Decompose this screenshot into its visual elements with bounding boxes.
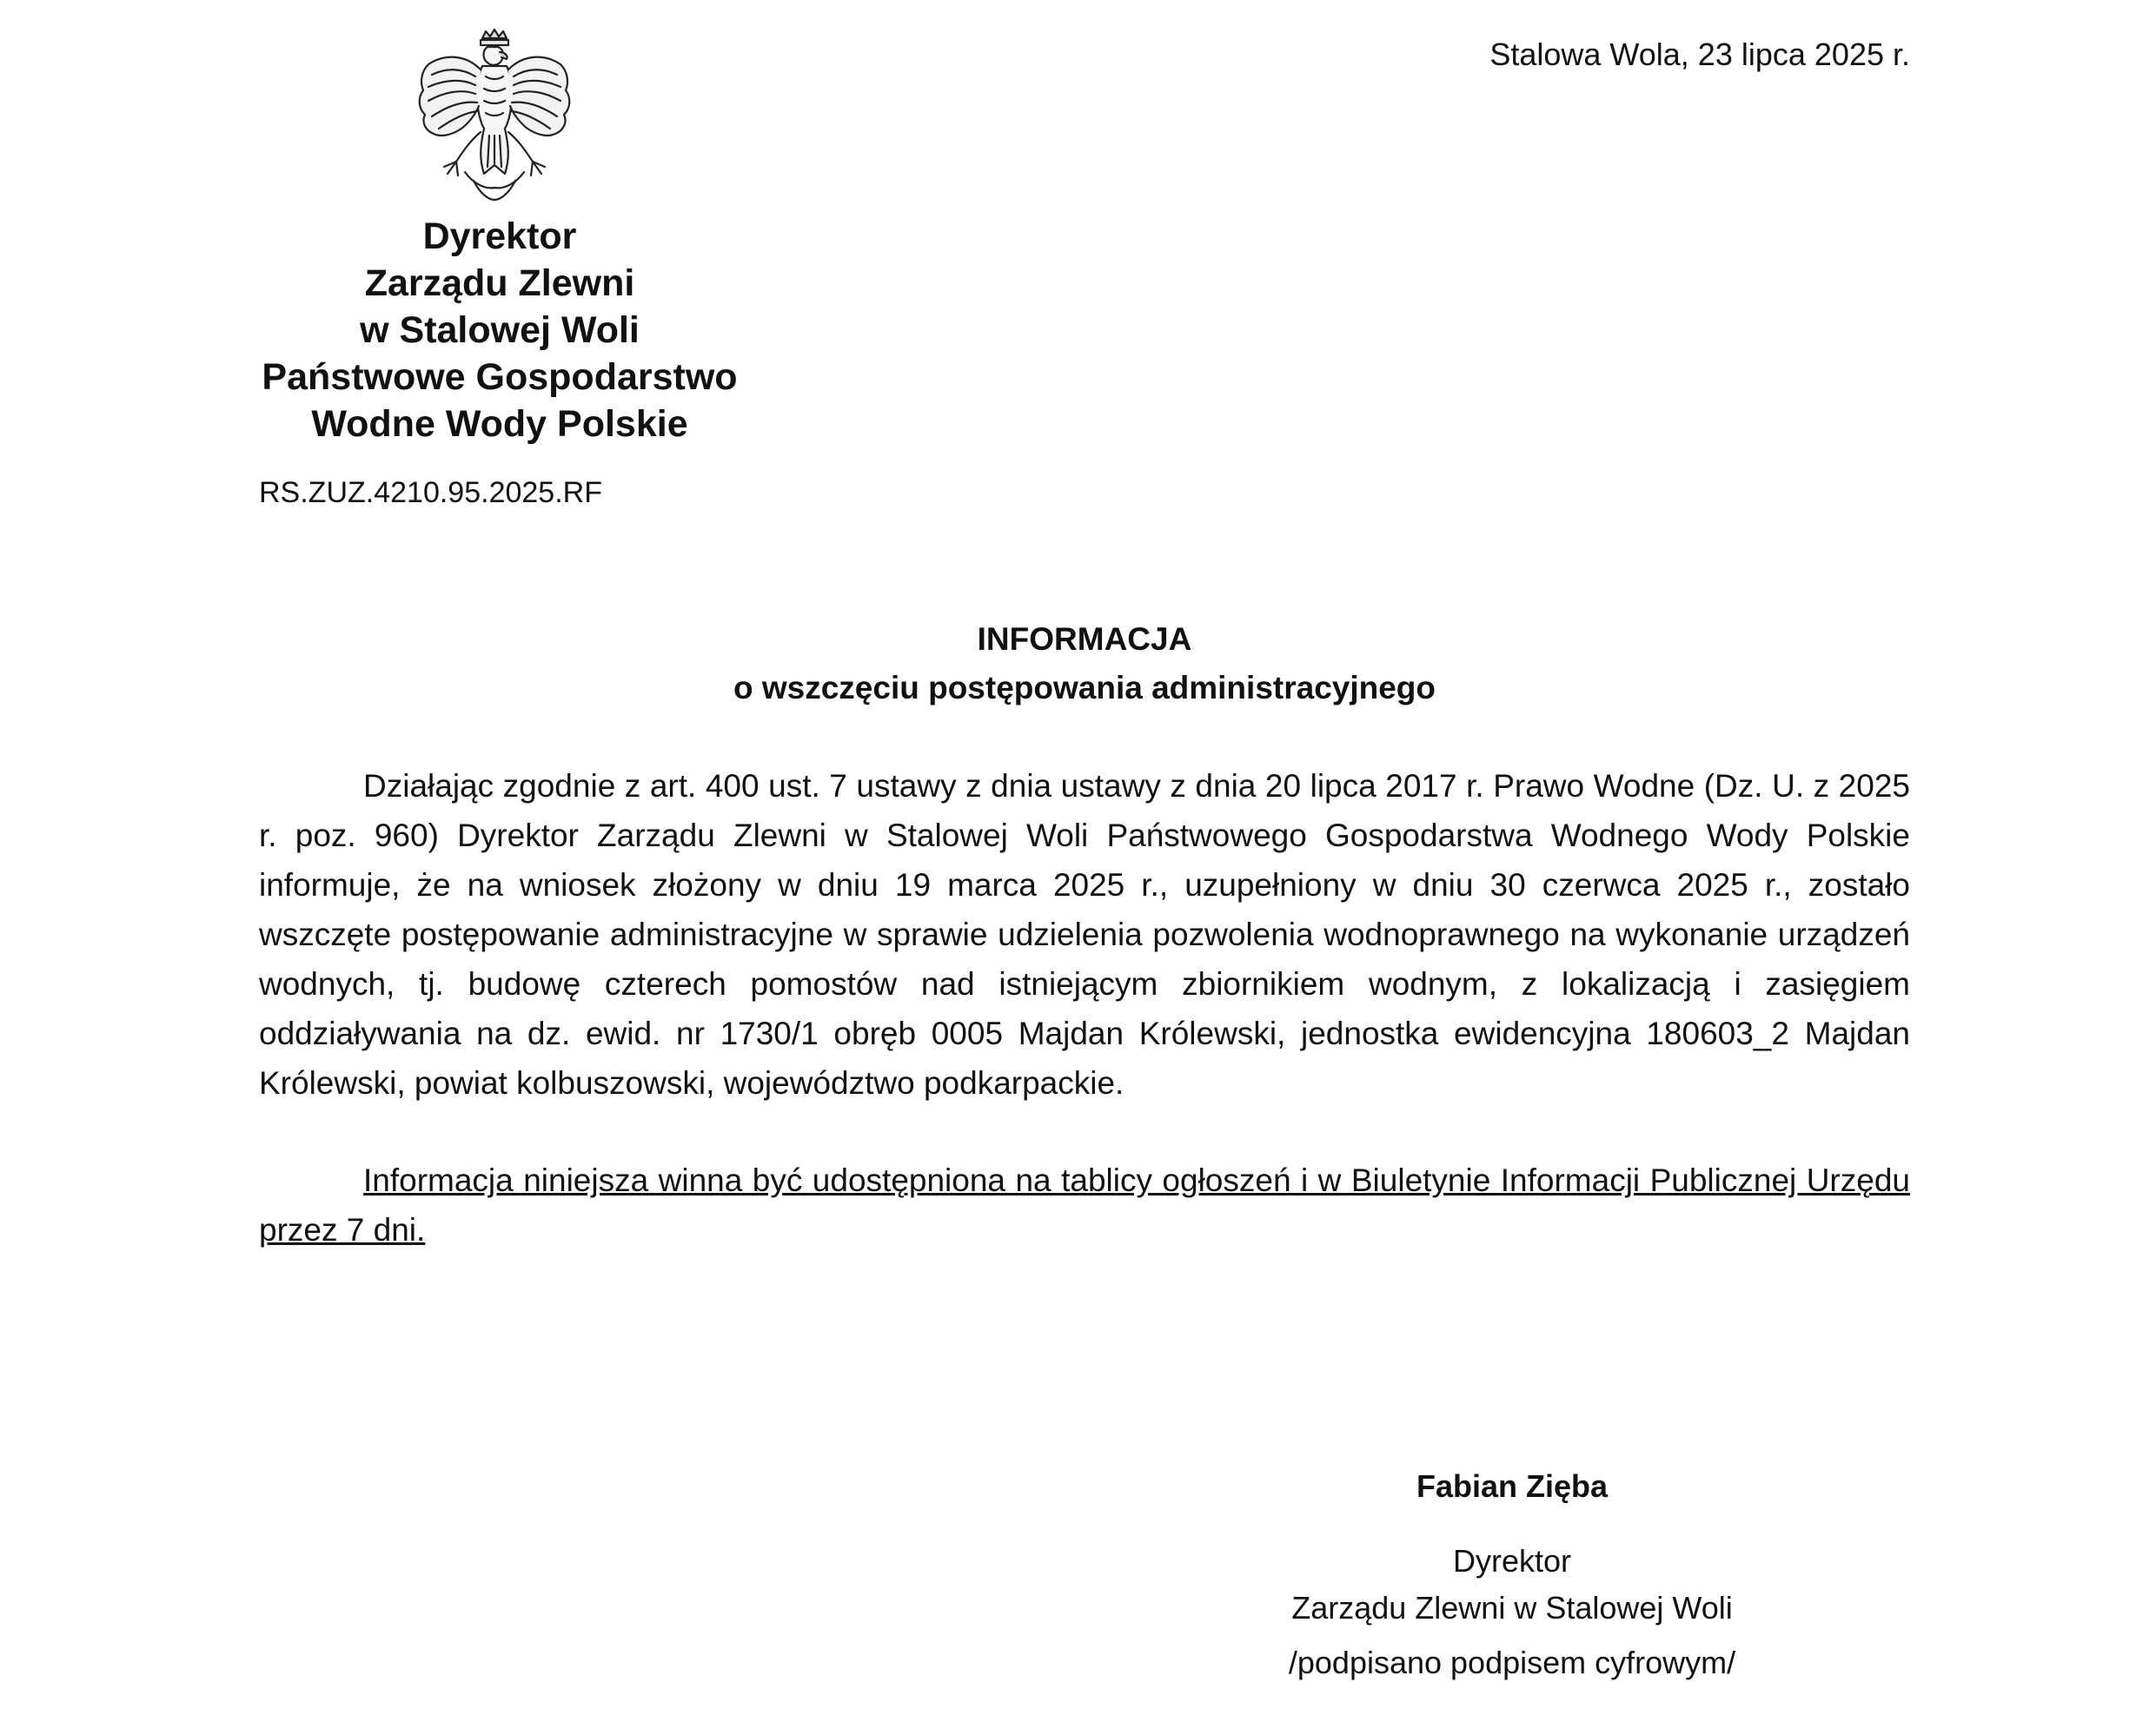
issuer-line: Państwowe Gospodarstwo: [262, 356, 738, 398]
signatory-title: [1251, 1538, 1773, 1632]
reference-number: RS.ZUZ.4210.95.2025.RF: [259, 476, 602, 509]
issuer-block: [243, 213, 756, 447]
signatory-title-line: Dyrektor: [1452, 1543, 1572, 1579]
signatory-name: Fabian Zięba: [1416, 1468, 1609, 1504]
document-subtitle: o wszczęciu postępowania administracyjnego: [733, 670, 1436, 705]
document-heading: [259, 615, 1910, 712]
document-body: Działając zgodnie z art. 400 ust. 7 ustawy z dnia ustawy z dnia 20 lipca 2017 r. Prawo Wodne (Dz. U. z 2025 r. poz. 960) Dyrektor Zarządu Zlewni w Stalowej Woli Państwowego Gospodarstwa Wodnego Wody Polskie informuje, że na wniosek złożony w dniu 19 marca 2025 r., uzupełniony w dniu 30 czerwca 2025 r., zostało wszczęte postępowanie administracyjne w sprawie udzielenia pozwolenia wodnoprawnego na wykonanie urządzeń wodnych, tj. budowę czterech pomostów nad istniejącym zbiornikiem wodnym, z lokalizacją i zasięgiem oddziaływania na dz. ewid. nr 1730/1 obręb 0005 Majdan Królewski, jednostka ewidencyjna 180603_2 Majdan Królewski, powiat kolbuszowski, województwo podkarpackie.: [259, 768, 1910, 1101]
signatory-title-line: Zarządu Zlewni w Stalowej Woli: [1291, 1590, 1733, 1626]
publication-notice: Informacja niniejsza winna być udostępniona na tablicy ogłoszeń i w Biuletynie Informacji Publicznej Urzędu przez 7 dni.: [259, 1162, 1910, 1248]
issuer-line: Zarządu Zlewni: [364, 262, 635, 304]
issuer-line: Dyrektor: [422, 215, 577, 257]
digital-signature-note: /podpisano podpisem cyfrowym/: [1288, 1645, 1736, 1680]
polish-eagle-emblem-icon: [413, 28, 576, 206]
issuer-line: Wodne Wody Polskie: [311, 403, 688, 445]
place-and-date: Stalowa Wola, 23 lipca 2025 r.: [1489, 36, 1910, 72]
document-title: INFORMACJA: [977, 621, 1192, 657]
issuer-line: w Stalowej Woli: [360, 309, 640, 351]
